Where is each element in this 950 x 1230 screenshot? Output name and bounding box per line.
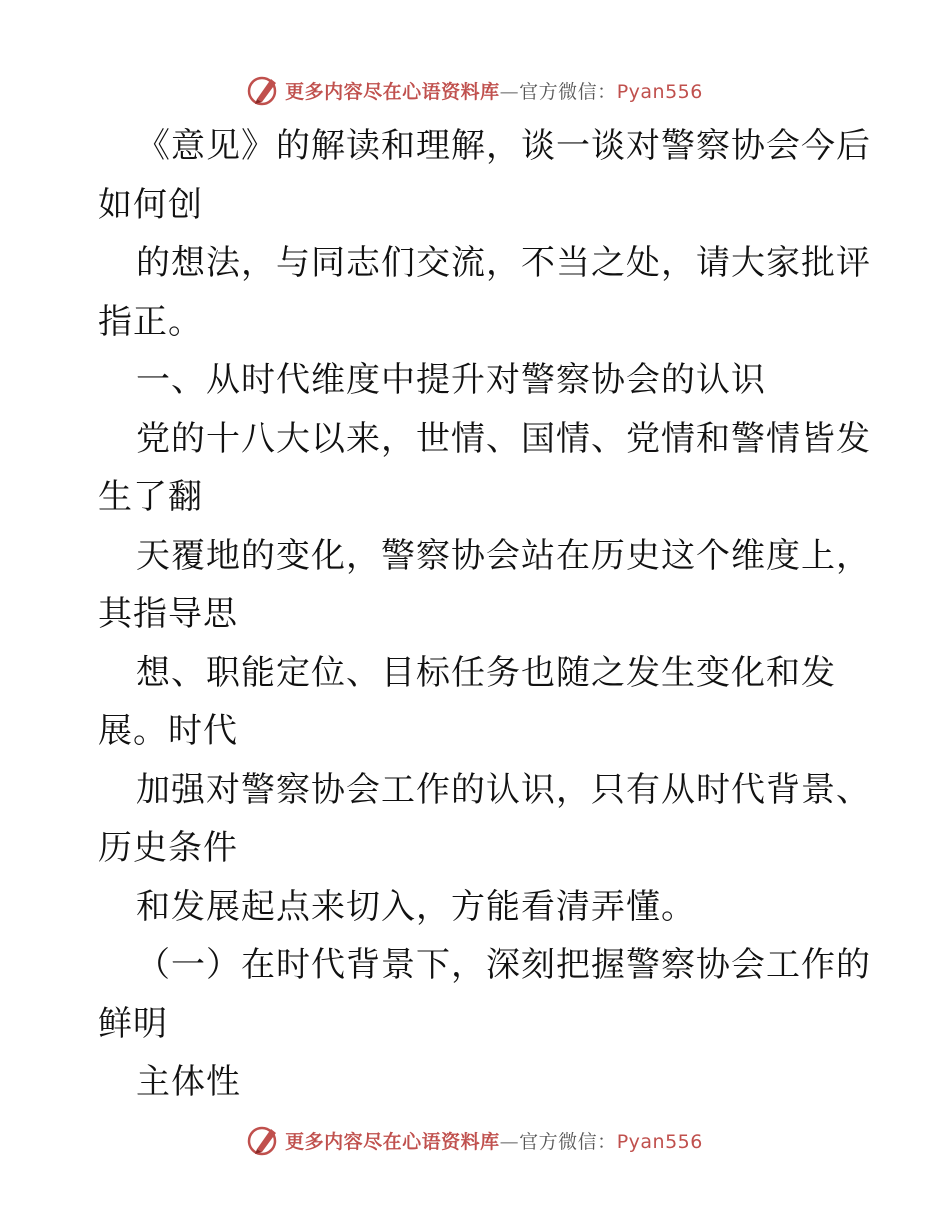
footer-label: 官方微信：: [519, 1130, 617, 1153]
subsection-heading: （一）在时代背景下，深刻把握警察协会工作的: [136, 945, 871, 985]
text-line: 党的十八大以来，世情、国情、党情和警情皆发: [136, 418, 871, 459]
header-wechat-id: Pyan556: [616, 80, 703, 103]
pen-logo-icon: [247, 73, 281, 107]
header-label: 官方微信：: [519, 80, 617, 103]
text-line: 的想法，与同志们交流，不当之处，请大家批评: [136, 243, 871, 283]
text-line: 历史条件: [98, 828, 238, 868]
footer-watermark: [0, 1120, 950, 1160]
text-line: 鲜明: [98, 1003, 168, 1044]
text-line: 展。时代: [98, 711, 238, 751]
text-line: 加强对警察协会工作的认识，只有从时代背景、: [136, 769, 871, 810]
text-line: 天覆地的变化，警察协会站在历史这个维度上，: [136, 535, 871, 576]
text-line: 《意见》的解读和理解，谈一谈对警察协会今后: [136, 126, 871, 166]
footer-title: 更多内容尽在心语资料库: [285, 1130, 500, 1153]
text-line: 主体性: [136, 1062, 241, 1102]
document-body: [98, 117, 871, 1112]
text-line: 指正。: [98, 301, 203, 342]
header-watermark: [0, 70, 950, 110]
text-line: 如何创: [98, 184, 203, 225]
text-line: 其指导思: [98, 594, 238, 634]
pen-logo-icon: [247, 1123, 281, 1157]
footer-dash: —: [499, 1130, 520, 1153]
header-title: 更多内容尽在心语资料库: [285, 80, 500, 103]
header-dash: —: [499, 80, 520, 103]
footer-wechat-id: Pyan556: [616, 1130, 703, 1153]
text-line: 生了翻: [98, 477, 203, 517]
text-line: 想、职能定位、目标任务也随之发生变化和发: [136, 652, 836, 693]
text-line: 和发展起点来切入，方能看清弄懂。: [136, 886, 696, 927]
section-heading: 一、从时代维度中提升对警察协会的认识: [136, 360, 766, 400]
